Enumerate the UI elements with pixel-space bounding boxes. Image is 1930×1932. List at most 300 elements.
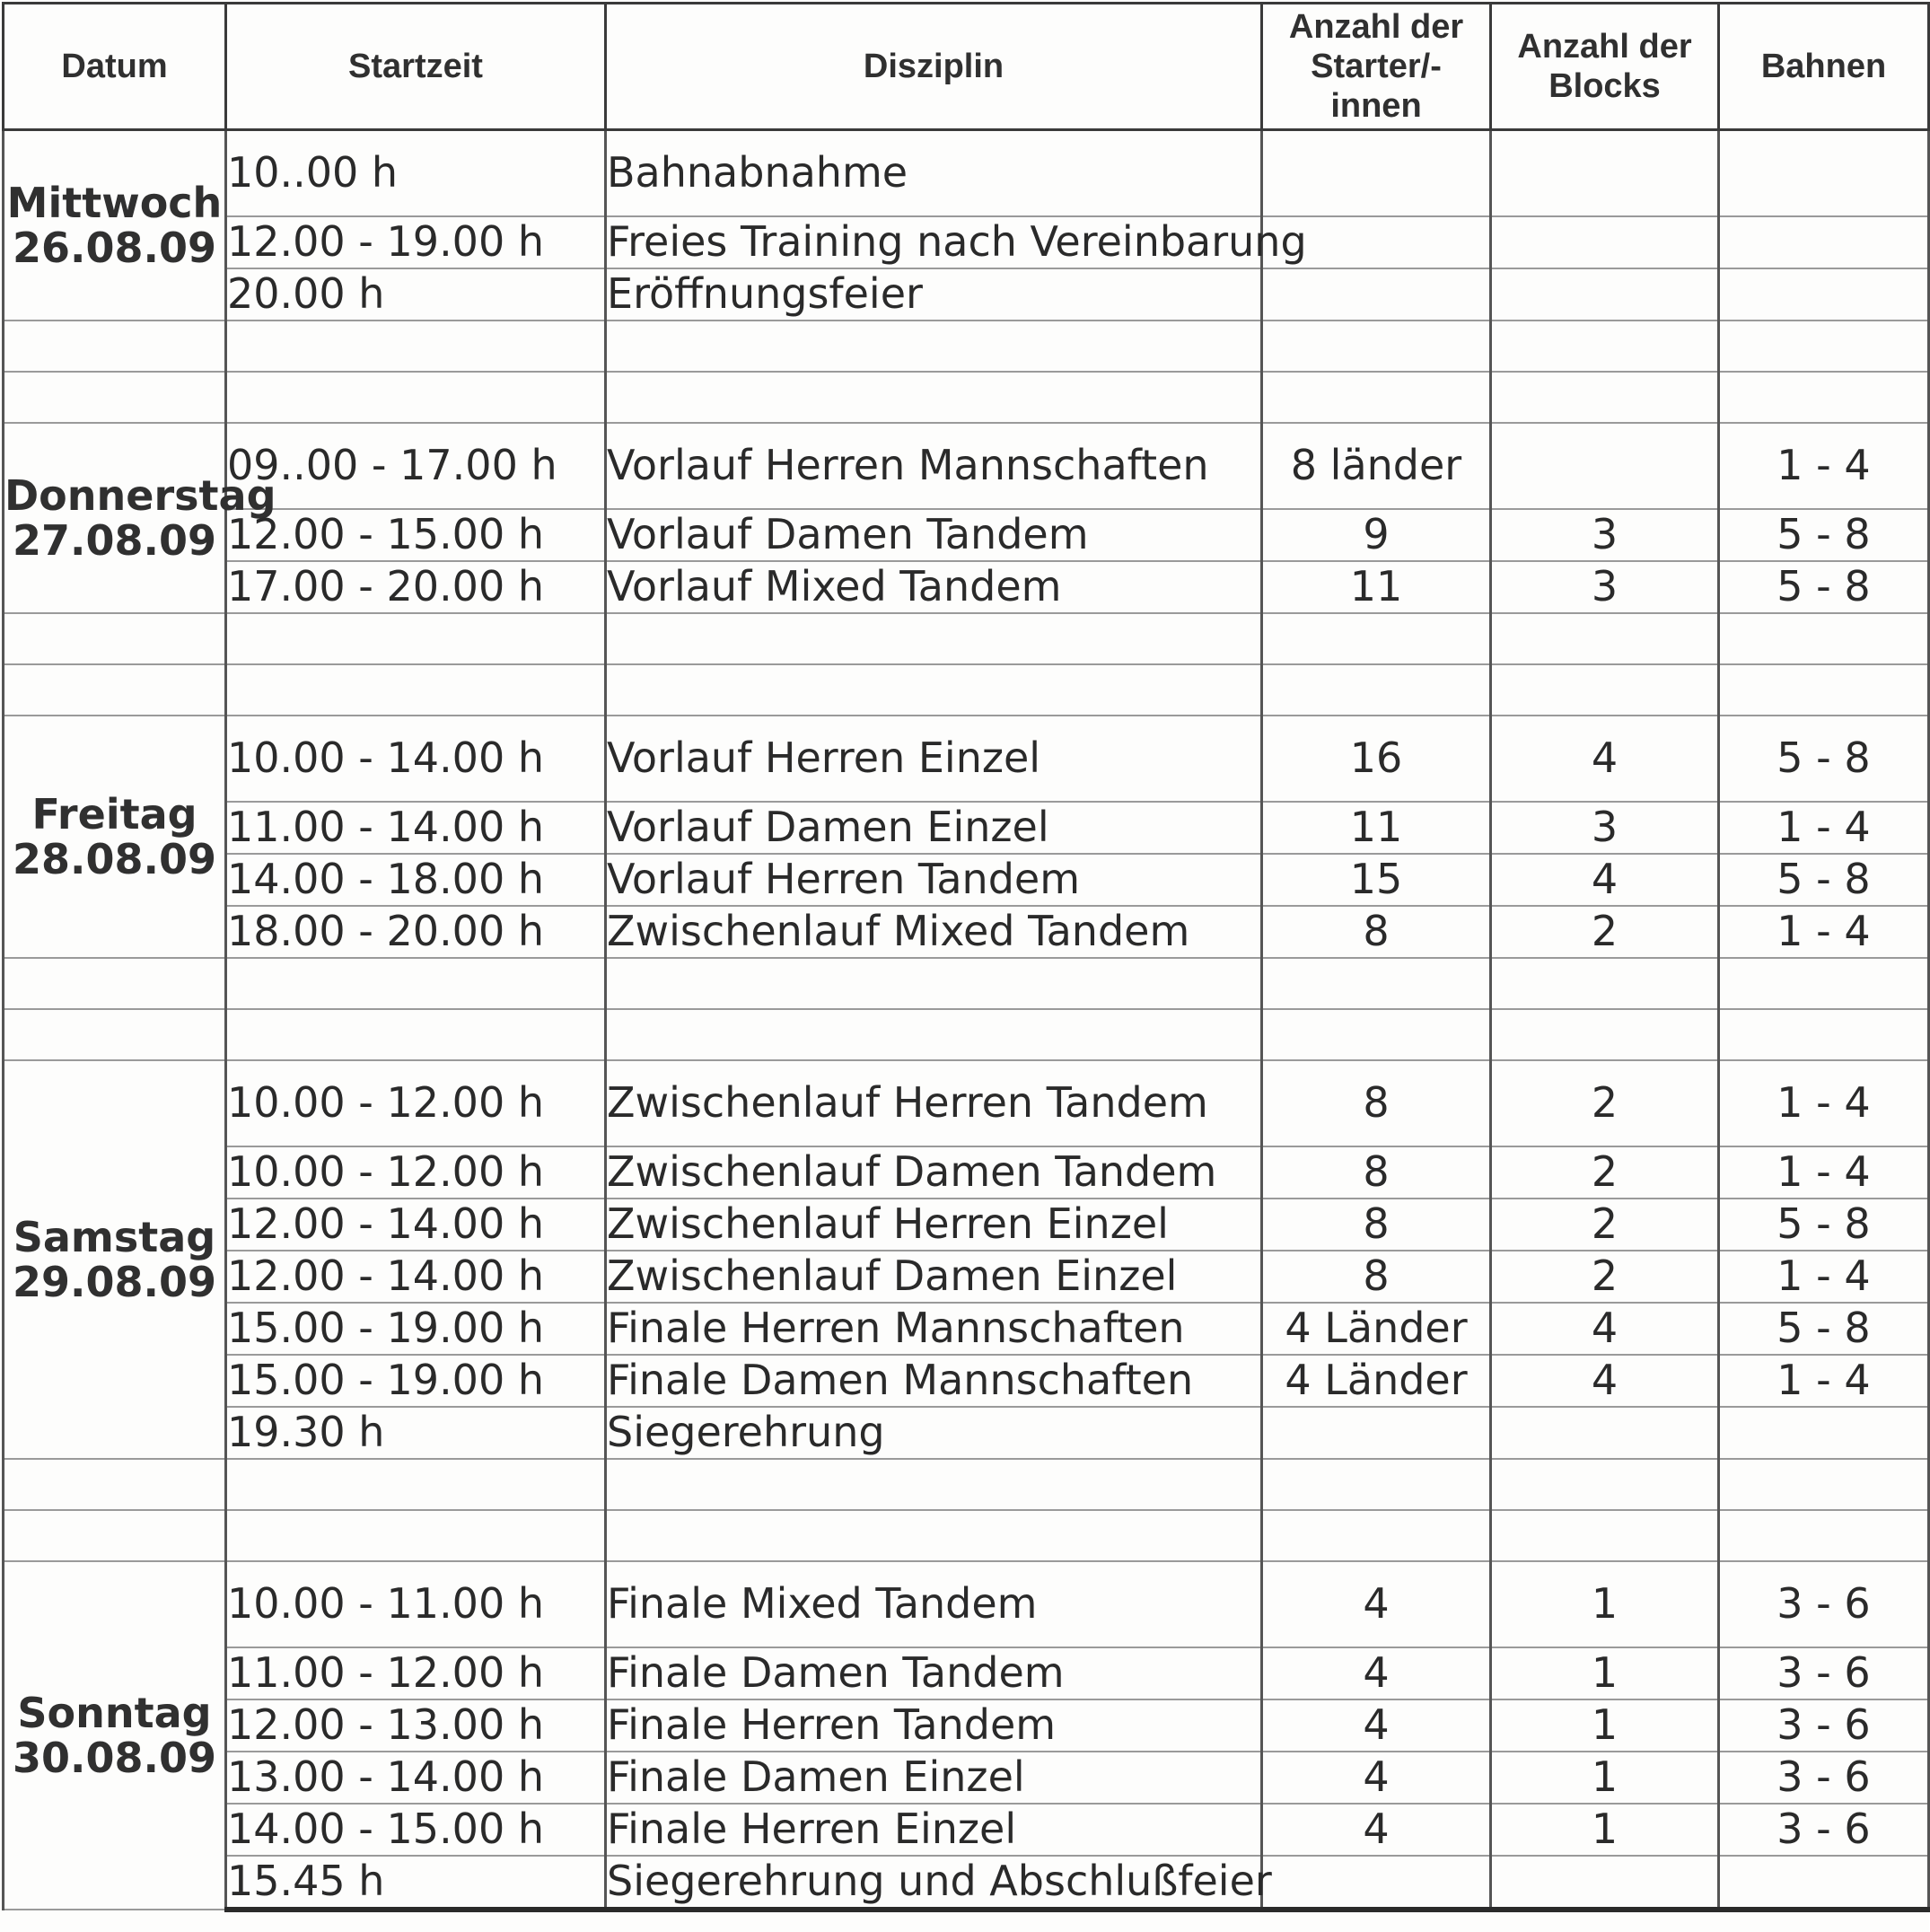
lanes-cell (1719, 1752, 1929, 1804)
start-time-cell (226, 1060, 606, 1146)
discipline-cell (606, 268, 1262, 321)
lanes-cell-text: 5 - 8 (1776, 1304, 1871, 1352)
lanes-cell-text: 1 - 4 (1776, 907, 1871, 955)
table-row (4, 1804, 1929, 1856)
starters-cell-text: 8 (1363, 1251, 1390, 1300)
discipline-cell-text: Zwischenlauf Damen Einzel (607, 1251, 1178, 1300)
discipline-cell (606, 423, 1262, 509)
discipline-cell-text: Vorlauf Herren Einzel (607, 733, 1041, 782)
blocks-cell-text: 2 (1591, 907, 1619, 955)
blocks-cell (1491, 561, 1719, 613)
lanes-cell-text: 3 - 6 (1776, 1579, 1871, 1628)
start-time-cell (226, 561, 606, 613)
empty-cell (226, 958, 606, 1009)
date-cell (4, 130, 226, 321)
starters-cell (1262, 1355, 1491, 1407)
starters-cell (1262, 1856, 1491, 1910)
blocks-cell (1491, 268, 1719, 321)
starters-cell-text: 11 (1349, 562, 1403, 610)
date-cell (4, 423, 276, 613)
table-row (4, 1856, 1929, 1910)
empty-cell (1262, 372, 1491, 423)
discipline-cell (606, 1856, 1272, 1910)
lanes-cell-text: 5 - 8 (1776, 733, 1871, 782)
lanes-cell-text: 1 - 4 (1776, 1356, 1871, 1404)
empty-cell (4, 613, 226, 664)
discipline-cell (606, 130, 1262, 217)
day-name: Samstag (13, 1213, 216, 1261)
starters-cell (1262, 1561, 1491, 1647)
blocks-cell (1491, 906, 1719, 958)
discipline-cell (606, 906, 1262, 958)
blocks-cell (1491, 1647, 1719, 1699)
empty-cell (606, 372, 1262, 423)
discipline-cell (606, 509, 1262, 561)
blocks-cell (1491, 423, 1719, 509)
header-starter-line1: Anzahl der (1288, 8, 1464, 46)
lanes-cell (1719, 1647, 1929, 1699)
blocks-cell (1491, 1407, 1719, 1459)
empty-cell (606, 1459, 1262, 1510)
blocks-cell (1491, 1804, 1719, 1856)
blocks-cell (1491, 1199, 1719, 1251)
empty-cell (1491, 1009, 1719, 1060)
lanes-cell-text: 1 - 4 (1776, 1078, 1871, 1127)
day-date: 29.08.09 (13, 1258, 216, 1306)
lanes-cell-text: 1 - 4 (1776, 1251, 1871, 1300)
empty-cell (4, 1510, 226, 1561)
empty-cell (1262, 958, 1491, 1009)
lanes-cell (1719, 1199, 1929, 1251)
start-time-cell (226, 1699, 606, 1752)
discipline-cell (606, 1355, 1262, 1407)
day-date: 27.08.09 (13, 516, 216, 565)
table-row (4, 802, 1929, 854)
discipline-cell (606, 1407, 1262, 1459)
empty-cell (1719, 1510, 1929, 1561)
header-starter-line3: innen (1330, 87, 1422, 125)
empty-cell (606, 1510, 1262, 1561)
discipline-cell-text: Zwischenlauf Herren Einzel (607, 1199, 1169, 1248)
spacer-row (4, 372, 1929, 423)
lanes-cell (1719, 561, 1929, 613)
start-time-cell-text: 12.00 - 14.00 h (227, 1251, 544, 1300)
blocks-cell-text: 1 (1591, 1752, 1619, 1801)
discipline-cell-text: Zwischenlauf Damen Tandem (607, 1147, 1217, 1196)
schedule-table (2, 2, 1930, 1912)
discipline-cell (606, 802, 1262, 854)
empty-cell (1262, 1459, 1491, 1510)
date-cell (4, 1060, 226, 1459)
starters-cell-text: 4 (1363, 1805, 1390, 1853)
lanes-cell (1719, 130, 1929, 217)
empty-cell (226, 1510, 606, 1561)
lanes-cell-text: 3 - 6 (1776, 1648, 1871, 1697)
discipline-cell (606, 1804, 1262, 1856)
empty-cell (226, 613, 606, 664)
start-time-cell (226, 216, 606, 268)
lanes-cell (1719, 854, 1929, 906)
starters-cell (1262, 509, 1491, 561)
blocks-cell-text: 4 (1591, 1356, 1619, 1404)
blocks-cell (1491, 854, 1719, 906)
empty-cell (1491, 1459, 1719, 1510)
table-row (4, 854, 1929, 906)
start-time-cell-text: 14.00 - 15.00 h (227, 1805, 544, 1853)
lanes-cell (1719, 423, 1929, 509)
empty-cell (4, 1009, 226, 1060)
blocks-cell (1491, 130, 1719, 217)
spacer-row (4, 613, 1929, 664)
table-row (4, 1251, 1929, 1303)
starters-cell-text: 4 (1363, 1700, 1390, 1749)
starters-cell-text: 11 (1349, 803, 1403, 851)
start-time-cell-text: 12.00 - 15.00 h (227, 510, 544, 558)
lanes-cell (1719, 1303, 1929, 1355)
spacer-row (4, 321, 1929, 372)
start-time-cell (226, 854, 606, 906)
empty-cell (1491, 372, 1719, 423)
start-time-cell (226, 509, 606, 561)
table-row (4, 1146, 1929, 1199)
table-row (4, 509, 1929, 561)
table-row (4, 716, 1929, 802)
start-time-cell-text: 10.00 - 14.00 h (227, 733, 544, 782)
blocks-cell-text: 1 (1591, 1700, 1619, 1749)
date-cell (4, 716, 226, 958)
start-time-cell-text: 10.00 - 12.00 h (227, 1078, 544, 1127)
discipline-cell (606, 854, 1262, 906)
empty-cell (1262, 321, 1491, 372)
discipline-cell (606, 216, 1307, 268)
empty-cell (1719, 1009, 1929, 1060)
lanes-cell (1719, 1146, 1929, 1199)
discipline-cell-text: Finale Herren Mannschaften (607, 1304, 1185, 1352)
empty-cell (226, 372, 606, 423)
start-time-cell-text: 20.00 h (227, 269, 385, 318)
discipline-cell-text: Vorlauf Herren Mannschaften (607, 441, 1209, 489)
blocks-cell (1491, 1355, 1719, 1407)
table-row (4, 268, 1929, 321)
empty-cell (606, 613, 1262, 664)
discipline-cell (606, 1752, 1262, 1804)
start-time-cell-text: 15.00 - 19.00 h (227, 1304, 544, 1352)
starters-cell (1262, 1407, 1491, 1459)
empty-cell (4, 372, 226, 423)
empty-cell (226, 1459, 606, 1510)
discipline-cell-text: Eröffnungsfeier (607, 269, 923, 318)
empty-cell (4, 958, 226, 1009)
table-row (4, 1060, 1929, 1146)
blocks-cell (1491, 509, 1719, 561)
discipline-cell (606, 1251, 1262, 1303)
table-row (4, 1752, 1929, 1804)
table-row (4, 906, 1929, 958)
empty-cell (606, 321, 1262, 372)
starters-cell-text: 8 (1363, 907, 1390, 955)
empty-cell (1262, 613, 1491, 664)
discipline-cell-text: Freies Training nach Vereinbarung (607, 217, 1307, 266)
blocks-cell (1491, 1146, 1719, 1199)
blocks-cell-text: 2 (1591, 1199, 1619, 1248)
blocks-cell-text: 2 (1591, 1078, 1619, 1127)
start-time-cell (226, 1804, 606, 1856)
starters-cell (1262, 561, 1491, 613)
lanes-cell (1719, 802, 1929, 854)
start-time-cell (226, 1303, 606, 1355)
empty-cell (1262, 664, 1491, 716)
blocks-cell (1491, 1699, 1719, 1752)
lanes-cell-text: 1 - 4 (1776, 803, 1871, 851)
discipline-cell (606, 1199, 1262, 1251)
empty-cell (1262, 1009, 1491, 1060)
starters-cell-text: 15 (1349, 855, 1403, 903)
blocks-cell-text: 4 (1591, 1304, 1619, 1352)
blocks-cell-text: 3 (1591, 510, 1619, 558)
empty-cell (1719, 321, 1929, 372)
blocks-cell-text: 4 (1591, 855, 1619, 903)
start-time-cell (226, 1407, 606, 1459)
schedule-body (4, 130, 1929, 1910)
empty-cell (1491, 1510, 1719, 1561)
discipline-cell-text: Vorlauf Damen Tandem (607, 510, 1089, 558)
discipline-cell (606, 716, 1262, 802)
table-row (4, 1355, 1929, 1407)
table-row (4, 1647, 1929, 1699)
start-time-cell (226, 1199, 606, 1251)
table-row (4, 216, 1929, 268)
discipline-cell-text: Vorlauf Damen Einzel (607, 803, 1049, 851)
discipline-cell (606, 1699, 1262, 1752)
starters-cell-text: 8 (1363, 1147, 1390, 1196)
blocks-cell (1491, 1303, 1719, 1355)
discipline-cell-text: Finale Mixed Tandem (607, 1579, 1038, 1628)
start-time-cell-text: 12.00 - 13.00 h (227, 1700, 544, 1749)
discipline-cell-text: Siegerehrung und Abschlußfeier (607, 1857, 1272, 1905)
table-row (4, 1199, 1929, 1251)
starters-cell (1262, 268, 1491, 321)
starters-cell (1262, 1146, 1491, 1199)
header-starter-line2: Starter/- (1311, 48, 1442, 85)
lanes-cell (1719, 1856, 1929, 1910)
day-name: Donnerstag (4, 471, 276, 520)
day-name: Mittwoch (6, 179, 223, 227)
starters-cell-text: 16 (1349, 733, 1403, 782)
empty-cell (226, 321, 606, 372)
day-date: 28.08.09 (13, 835, 216, 883)
lanes-cell-text: 5 - 8 (1776, 562, 1871, 610)
empty-cell (4, 1459, 226, 1510)
blocks-cell-text: 2 (1591, 1147, 1619, 1196)
lanes-cell (1719, 1804, 1929, 1856)
empty-cell (1719, 1459, 1929, 1510)
spacer-row (4, 1009, 1929, 1060)
lanes-cell-text: 1 - 4 (1776, 441, 1871, 489)
starters-cell-text: 8 (1363, 1199, 1390, 1248)
start-time-cell-text: 17.00 - 20.00 h (227, 562, 544, 610)
discipline-cell (606, 1647, 1262, 1699)
start-time-cell-text: 11.00 - 14.00 h (227, 803, 544, 851)
table-row (4, 1699, 1929, 1752)
start-time-cell-text: 10.00 - 12.00 h (227, 1147, 544, 1196)
lanes-cell-text: 5 - 8 (1776, 855, 1871, 903)
starters-cell (1262, 854, 1491, 906)
starters-cell-text: 8 (1363, 1078, 1390, 1127)
lanes-cell (1719, 906, 1929, 958)
blocks-cell (1491, 1752, 1719, 1804)
discipline-cell (606, 1303, 1262, 1355)
discipline-cell-text: Finale Damen Einzel (607, 1752, 1025, 1801)
blocks-cell (1491, 1856, 1719, 1910)
table-row (4, 1407, 1929, 1459)
blocks-cell (1491, 716, 1719, 802)
starters-cell-text: 9 (1363, 510, 1390, 558)
blocks-cell (1491, 1561, 1719, 1647)
discipline-cell-text: Zwischenlauf Mixed Tandem (607, 907, 1190, 955)
starters-cell-text: 4 Länder (1285, 1356, 1468, 1404)
start-time-cell (226, 716, 606, 802)
lanes-cell (1719, 1699, 1929, 1752)
start-time-cell-text: 10..00 h (227, 148, 399, 197)
table-row (4, 130, 1929, 217)
discipline-cell (606, 1146, 1262, 1199)
spacer-row (4, 1459, 1929, 1510)
discipline-cell-text: Finale Damen Mannschaften (607, 1356, 1194, 1404)
start-time-cell-text: 18.00 - 20.00 h (227, 907, 544, 955)
lanes-cell-text: 3 - 6 (1776, 1805, 1871, 1853)
lanes-cell (1719, 216, 1929, 268)
empty-cell (1719, 958, 1929, 1009)
blocks-cell-text: 3 (1591, 803, 1619, 851)
header-startzeit: Startzeit (226, 4, 606, 130)
start-time-cell-text: 11.00 - 12.00 h (227, 1648, 544, 1697)
blocks-cell-text: 1 (1591, 1579, 1619, 1628)
empty-cell (1719, 372, 1929, 423)
start-time-cell (226, 1561, 606, 1647)
header-blocks (1491, 4, 1719, 130)
starters-cell (1262, 1199, 1491, 1251)
lanes-cell (1719, 1561, 1929, 1647)
lanes-cell-text: 3 - 6 (1776, 1700, 1871, 1749)
discipline-cell-text: Bahnabnahme (607, 148, 908, 197)
empty-cell (1491, 664, 1719, 716)
discipline-cell-text: Vorlauf Mixed Tandem (607, 562, 1062, 610)
empty-cell (226, 1009, 606, 1060)
empty-cell (1262, 1510, 1491, 1561)
starters-cell (1262, 716, 1491, 802)
start-time-cell (226, 1647, 606, 1699)
start-time-cell-text: 12.00 - 19.00 h (227, 217, 544, 266)
spacer-row (4, 1510, 1929, 1561)
lanes-cell (1719, 509, 1929, 561)
day-date: 26.08.09 (13, 224, 216, 272)
empty-cell (226, 664, 606, 716)
empty-cell (606, 664, 1262, 716)
starters-cell (1262, 1699, 1491, 1752)
start-time-cell (226, 906, 606, 958)
start-time-cell (226, 1856, 606, 1910)
starters-cell (1262, 802, 1491, 854)
discipline-cell-text: Vorlauf Herren Tandem (607, 855, 1081, 903)
start-time-cell-text: 15.45 h (227, 1857, 385, 1905)
discipline-cell-text: Siegerehrung (607, 1408, 885, 1456)
start-time-cell (226, 268, 606, 321)
lanes-cell-text: 3 - 6 (1776, 1752, 1871, 1801)
header-row (4, 4, 1929, 130)
empty-cell (1491, 613, 1719, 664)
lanes-cell (1719, 1407, 1929, 1459)
lanes-cell (1719, 716, 1929, 802)
empty-cell (1491, 321, 1719, 372)
start-time-cell (226, 1146, 606, 1199)
starters-cell-text: 4 (1363, 1579, 1390, 1628)
lanes-cell (1719, 1251, 1929, 1303)
start-time-cell (226, 423, 606, 509)
blocks-cell-text: 3 (1591, 562, 1619, 610)
day-name: Freitag (31, 790, 197, 839)
table-row (4, 561, 1929, 613)
starters-cell (1262, 1060, 1491, 1146)
starters-cell (1262, 423, 1491, 509)
starters-cell (1262, 1752, 1491, 1804)
table-row (4, 1561, 1929, 1647)
start-time-cell-text: 14.00 - 18.00 h (227, 855, 544, 903)
header-blocks-line1: Anzahl der (1517, 28, 1692, 66)
header-blocks-line2: Blocks (1548, 67, 1661, 105)
empty-cell (4, 664, 226, 716)
discipline-cell (606, 561, 1262, 613)
discipline-cell-text: Finale Herren Einzel (607, 1805, 1017, 1853)
header-datum: Datum (4, 4, 226, 130)
day-date: 30.08.09 (13, 1734, 216, 1782)
blocks-cell-text: 2 (1591, 1251, 1619, 1300)
discipline-cell-text: Finale Herren Tandem (607, 1700, 1057, 1749)
lanes-cell (1719, 1060, 1929, 1146)
starters-cell (1262, 1251, 1491, 1303)
starters-cell-text: 4 (1363, 1648, 1390, 1697)
blocks-cell-text: 4 (1591, 733, 1619, 782)
start-time-cell-text: 13.00 - 14.00 h (227, 1752, 544, 1801)
lanes-cell-text: 1 - 4 (1776, 1147, 1871, 1196)
spacer-row (4, 664, 1929, 716)
table-row (4, 423, 1929, 509)
start-time-cell (226, 130, 606, 217)
start-time-cell-text: 15.00 - 19.00 h (227, 1356, 544, 1404)
discipline-cell-text: Zwischenlauf Herren Tandem (607, 1078, 1208, 1127)
blocks-cell-text: 1 (1591, 1648, 1619, 1697)
blocks-cell (1491, 1251, 1719, 1303)
starters-cell-text: 4 (1363, 1752, 1390, 1801)
starters-cell-text: 8 länder (1290, 441, 1462, 489)
date-cell (4, 1561, 226, 1910)
starters-cell (1262, 1303, 1491, 1355)
spacer-row (4, 958, 1929, 1009)
lanes-cell-text: 5 - 8 (1776, 1199, 1871, 1248)
discipline-cell-text: Finale Damen Tandem (607, 1648, 1065, 1697)
start-time-cell-text: 19.30 h (227, 1408, 385, 1456)
starters-cell (1262, 906, 1491, 958)
lanes-cell (1719, 268, 1929, 321)
start-time-cell-text: 09..00 - 17.00 h (227, 441, 557, 489)
start-time-cell (226, 1251, 606, 1303)
discipline-cell (606, 1060, 1262, 1146)
empty-cell (1719, 664, 1929, 716)
blocks-cell (1491, 1060, 1719, 1146)
empty-cell (606, 1009, 1262, 1060)
start-time-cell (226, 1752, 606, 1804)
starters-cell-text: 4 Länder (1285, 1304, 1468, 1352)
discipline-cell (606, 1561, 1262, 1647)
